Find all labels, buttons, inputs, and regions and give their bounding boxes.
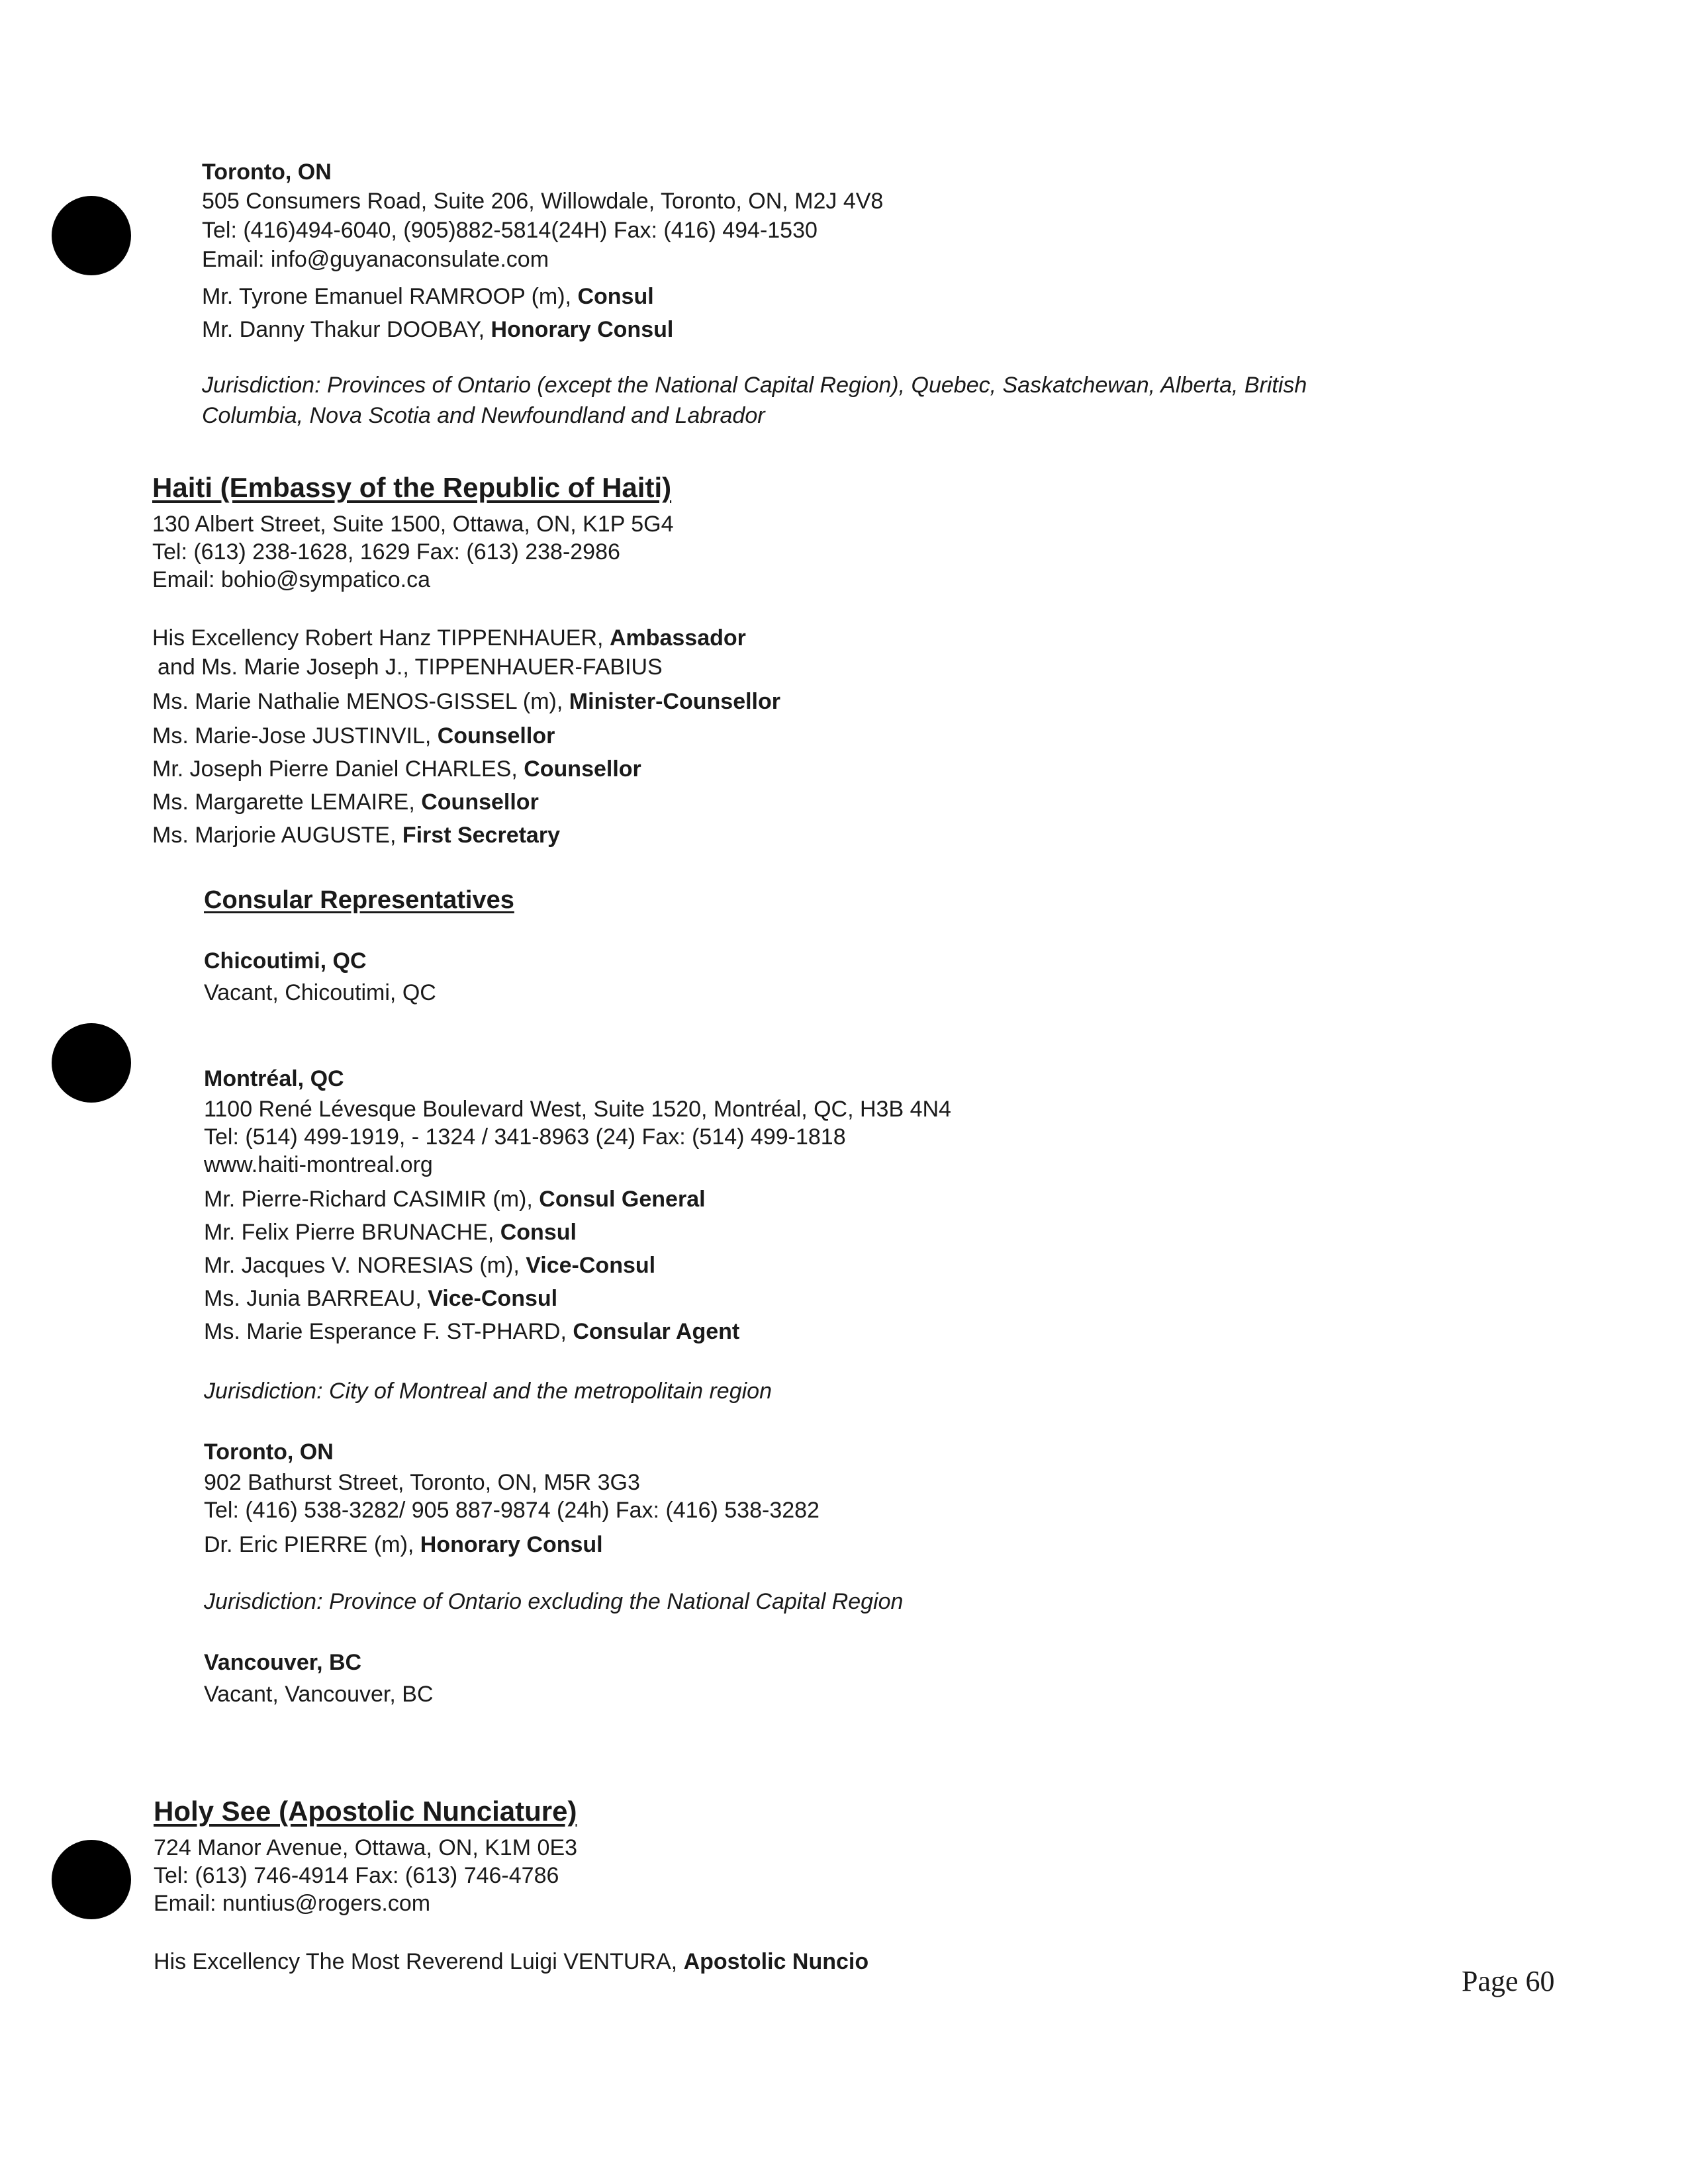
official-line bbox=[152, 822, 780, 849]
city-heading: Toronto, ON bbox=[202, 159, 332, 185]
address: 902 Bathurst Street, Toronto, ON, M5R 3G3 bbox=[204, 1470, 640, 1495]
punch-hole-bottom bbox=[52, 1840, 131, 1919]
official-title: Honorary Consul bbox=[420, 1532, 603, 1557]
official-name: Mr. Pierre-Richard CASIMIR (m), bbox=[204, 1187, 539, 1212]
official-line bbox=[152, 688, 780, 723]
official-name: Ms. Marjorie AUGUSTE, bbox=[152, 823, 402, 848]
section-heading-haiti: Haiti (Embassy of the Republic of Haiti) bbox=[152, 472, 672, 503]
ambassador-line bbox=[152, 625, 780, 654]
official-title: Consul General bbox=[539, 1187, 706, 1212]
phone-fax: Tel: (613) 238-1628, 1629 Fax: (613) 238-2986 bbox=[152, 539, 620, 565]
section-heading-holy-see: Holy See (Apostolic Nunciature) bbox=[154, 1796, 577, 1827]
address: 724 Manor Avenue, Ottawa, ON, K1M 0E3 bbox=[154, 1835, 578, 1860]
official-line bbox=[204, 1285, 951, 1318]
official-line bbox=[204, 1252, 951, 1285]
official-title: Honorary Consul bbox=[491, 317, 674, 342]
official-name: Mr. Felix Pierre BRUNACHE, bbox=[204, 1220, 500, 1245]
official-title: First Secretary bbox=[402, 823, 560, 848]
official-name: Mr. Tyrone Emanuel RAMROOP (m), bbox=[202, 284, 578, 309]
phone-fax: Tel: (416) 538-3282/ 905 887-9874 (24h) Fax: (416) 538-3282 bbox=[204, 1498, 820, 1523]
official-title: Consul bbox=[500, 1220, 577, 1245]
official-name: Ms. Marie Nathalie MENOS-GISSEL (m), bbox=[152, 689, 569, 714]
official-line bbox=[152, 756, 780, 789]
jurisdiction: Jurisdiction: Province of Ontario excluding the National Capital Region bbox=[204, 1589, 904, 1614]
city-heading: Vancouver, BC bbox=[204, 1650, 362, 1675]
official-line bbox=[202, 316, 1307, 372]
official-name: His Excellency Robert Hanz TIPPENHAUER, bbox=[152, 625, 610, 651]
holy-see-block bbox=[154, 1795, 868, 1976]
official-line bbox=[204, 1531, 951, 1588]
phone-fax: Tel: (416)494-6040, (905)882-5814(24H) Fax: (416) 494-1530 bbox=[202, 218, 818, 243]
official-title: Consular Agent bbox=[573, 1319, 740, 1344]
official-title: Counsellor bbox=[421, 790, 539, 815]
official-name: Ms. Junia BARREAU, bbox=[204, 1286, 428, 1311]
address: 1100 René Lévesque Boulevard West, Suite 1520, Montréal, QC, H3B 4N4 bbox=[204, 1097, 951, 1122]
official-title: Vice-Consul bbox=[526, 1253, 656, 1278]
email: Email: info@guyanaconsulate.com bbox=[202, 247, 549, 272]
punch-hole-middle bbox=[52, 1023, 131, 1103]
address: 505 Consumers Road, Suite 206, Willowdale, Toronto, ON, M2J 4V8 bbox=[202, 189, 884, 214]
official-title: Apostolic Nuncio bbox=[683, 1949, 869, 1974]
official-title: Minister-Counsellor bbox=[569, 689, 780, 714]
guyana-toronto-block bbox=[202, 159, 1307, 430]
official-title: Ambassador bbox=[609, 625, 746, 651]
official-line bbox=[202, 283, 1307, 316]
phone-fax: Tel: (613) 746-4914 Fax: (613) 746-4786 bbox=[154, 1863, 559, 1888]
official-line bbox=[152, 789, 780, 822]
official-name: Ms. Marie Esperance F. ST-PHARD, bbox=[204, 1319, 573, 1344]
official-name: His Excellency The Most Reverend Luigi VENTURA, bbox=[154, 1949, 684, 1974]
consular-representatives-heading: Consular Representatives bbox=[204, 886, 514, 914]
spouse-line: and Ms. Marie Joseph J., TIPPENHAUER-FABIUS bbox=[158, 655, 663, 680]
vacant-note: Vacant, Chicoutimi, QC bbox=[204, 980, 436, 1005]
official-title: Counsellor bbox=[524, 756, 641, 782]
haiti-embassy-block bbox=[152, 471, 780, 849]
jurisdiction: Jurisdiction: Provinces of Ontario (except the National Capital Region), Quebec, Saskatchewan, Alberta, British bbox=[202, 373, 1307, 398]
official-name: Ms. Margarette LEMAIRE, bbox=[152, 790, 422, 815]
official-line bbox=[204, 1318, 951, 1378]
official-line bbox=[204, 1186, 951, 1219]
email: Email: bohio@sympatico.ca bbox=[152, 567, 431, 592]
haiti-consular-block bbox=[204, 886, 951, 1708]
official-line bbox=[152, 723, 780, 756]
official-name: Dr. Eric PIERRE (m), bbox=[204, 1532, 420, 1557]
official-line bbox=[154, 1948, 868, 1976]
official-line bbox=[204, 1219, 951, 1252]
city-heading: Toronto, ON bbox=[204, 1439, 334, 1465]
phone-fax: Tel: (514) 499-1919, - 1324 / 341-8963 (24) Fax: (514) 499-1818 bbox=[204, 1124, 846, 1150]
official-name: Mr. Danny Thakur DOOBAY, bbox=[202, 317, 491, 342]
website: www.haiti-montreal.org bbox=[204, 1152, 433, 1177]
address: 130 Albert Street, Suite 1500, Ottawa, ON, K1P 5G4 bbox=[152, 512, 674, 537]
city-heading: Montréal, QC bbox=[204, 1066, 344, 1091]
email: Email: nuntius@rogers.com bbox=[154, 1891, 431, 1916]
official-name: Ms. Marie-Jose JUSTINVIL, bbox=[152, 723, 438, 749]
official-title: Consul bbox=[577, 284, 654, 309]
city-heading: Chicoutimi, QC bbox=[204, 948, 367, 974]
official-name: Mr. Jacques V. NORESIAS (m), bbox=[204, 1253, 526, 1278]
page-number: Page 60 bbox=[1462, 1965, 1555, 1997]
punch-hole-top bbox=[52, 196, 131, 275]
jurisdiction: Columbia, Nova Scotia and Newfoundland and Labrador bbox=[202, 403, 765, 428]
official-title: Counsellor bbox=[437, 723, 555, 749]
official-title: Vice-Consul bbox=[428, 1286, 558, 1311]
jurisdiction: Jurisdiction: City of Montreal and the metropolitain region bbox=[204, 1379, 772, 1404]
official-name: Mr. Joseph Pierre Daniel CHARLES, bbox=[152, 756, 524, 782]
vacant-note: Vacant, Vancouver, BC bbox=[204, 1682, 434, 1707]
